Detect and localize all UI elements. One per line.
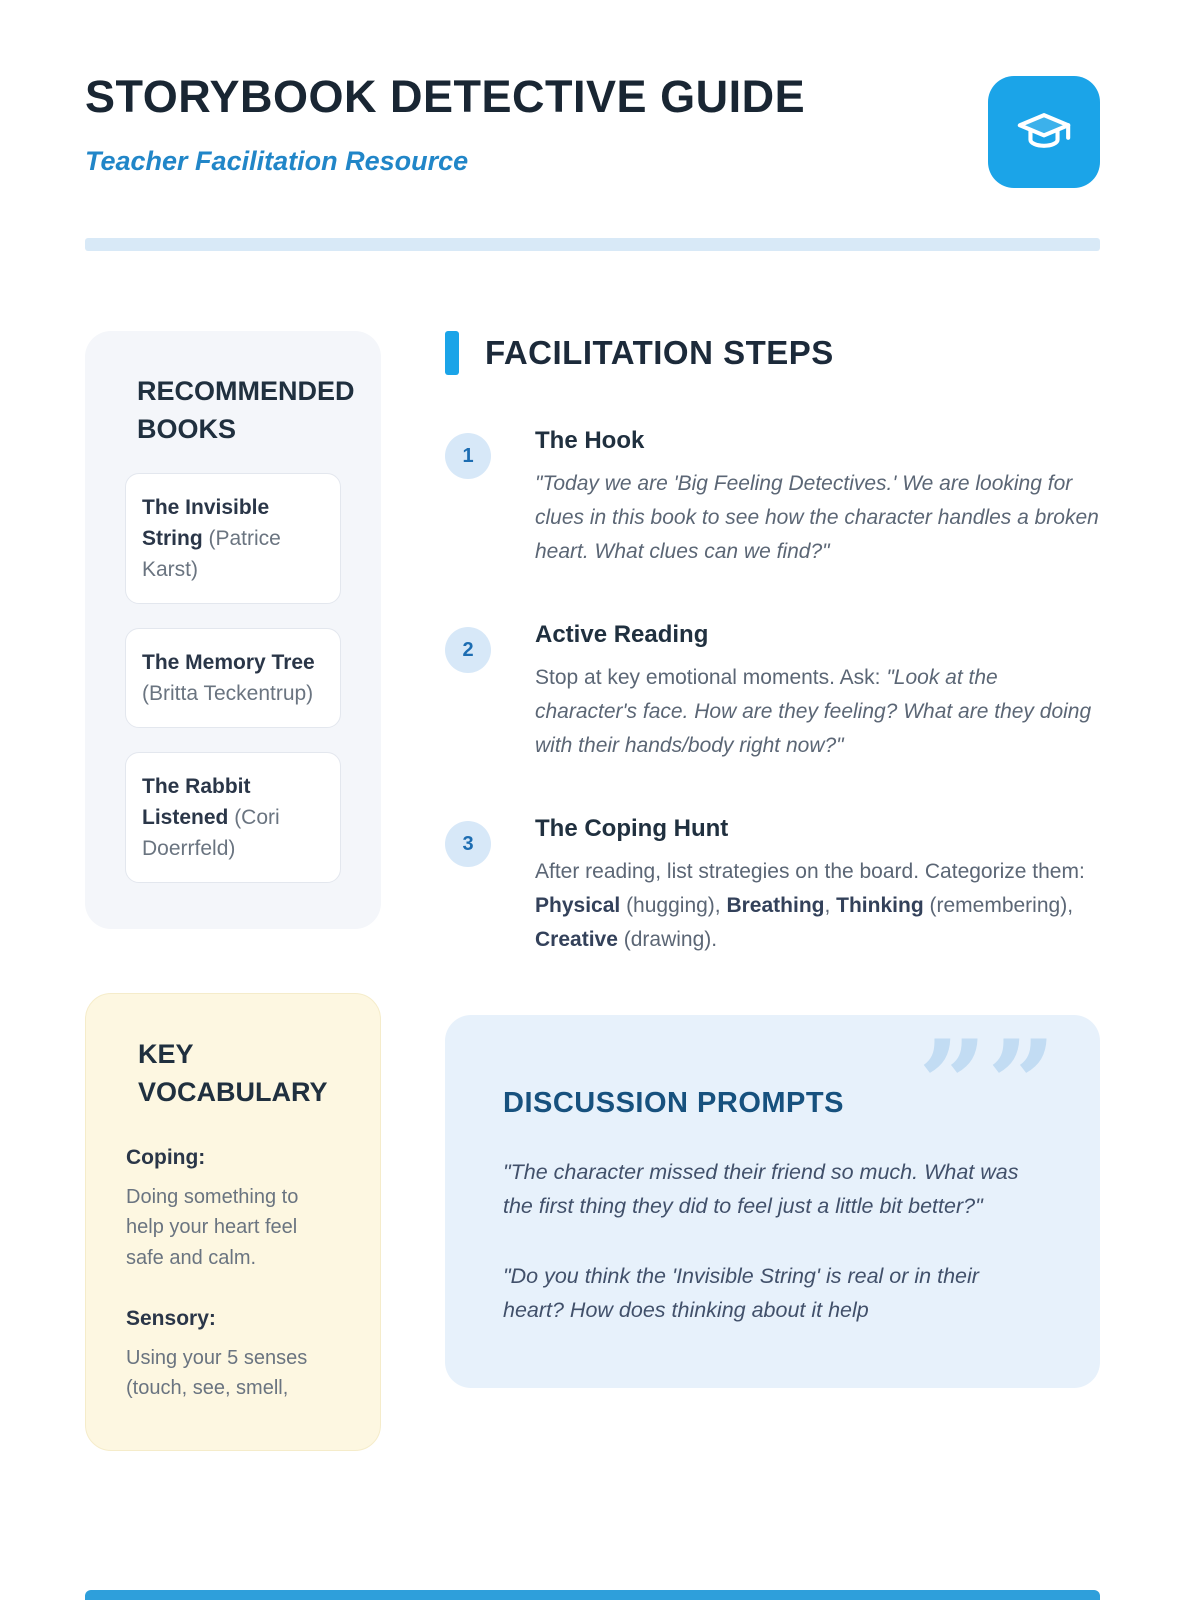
vocab-definition: Using your 5 senses (touch, see, smell, [126,1346,308,1400]
footer-accent-bar [85,1590,1100,1600]
facilitation-steps-heading [445,331,1100,375]
facilitation-step-2 [445,621,1100,763]
step-content [535,815,1100,957]
vocab-term: Coping: [126,1145,206,1169]
step-number-badge: 1 [445,433,491,479]
key-vocabulary-card [85,993,381,1450]
graduation-cap-icon [988,76,1100,188]
recommended-books-title: RECOMMENDED BOOKS [137,376,355,444]
step-number-badge: 3 [445,821,491,867]
sidebar [85,331,381,1451]
book-item [125,752,341,883]
step-content [535,427,1100,569]
discussion-prompts-title: DISCUSSION PROMPTS [503,1087,844,1120]
book-title: The Rabbit Listened [142,774,251,830]
book-item [125,628,341,728]
book-author: (Patrice Karst) [142,526,281,581]
step-number-badge: 2 [445,627,491,673]
quotes-icon: ”” [917,1014,1056,1156]
book-title: The Memory Tree [142,650,315,674]
vocab-item [126,1303,340,1404]
key-vocabulary-title: KEY VOCABULARY [138,1039,328,1108]
page-subtitle: Teacher Facilitation Resource [85,145,469,176]
book-author: (Britta Teckentrup) [142,681,314,705]
header [85,68,1100,188]
vocab-item [126,1142,340,1273]
step-text: After reading, list strategies on the board. Categorize them: Physical (hugging), Breathing, Thinking (remembering), Creative (drawing). [535,860,1085,952]
heading-accent-bar [445,331,459,375]
vocab-term: Sensory: [126,1306,216,1330]
step-content [535,621,1100,763]
main-content [445,331,1100,1388]
page-title: STORYBOOK DETECTIVE GUIDE [85,71,806,122]
discussion-prompt: "The character missed their friend so much. What was the first thing they did to feel just a little bit better?" [503,1160,1019,1219]
discussion-prompt: "Do you think the 'Invisible String' is real or in their heart? How does thinking about it help [503,1264,979,1323]
facilitation-steps-title: FACILITATION STEPS [485,334,834,371]
facilitation-step-1 [445,427,1100,569]
step-title: The Hook [535,427,645,454]
section-divider [85,238,1100,251]
step-text: Stop at key emotional moments. Ask: "Look at the character's face. How are they feeling? What are they doing with their hands/body right now?" [535,666,1092,758]
facilitation-step-3 [445,815,1100,957]
discussion-prompts-card [445,1015,1100,1388]
vocab-definition: Doing something to help your heart feel safe and calm. [126,1185,299,1269]
header-text [85,68,805,177]
book-author: (Cori Doerrfeld) [142,806,280,861]
step-title: The Coping Hunt [535,815,729,843]
step-text: "Today we are 'Big Feeling Detectives.' We are looking for clues in this book to see how the character handles a broken heart. What clues can we find?" [535,472,1099,564]
content-columns [85,331,1100,1451]
book-item [125,473,341,604]
step-title: Active Reading [535,621,709,649]
recommended-books-card [85,331,381,929]
book-title: The Invisible String [142,495,270,550]
